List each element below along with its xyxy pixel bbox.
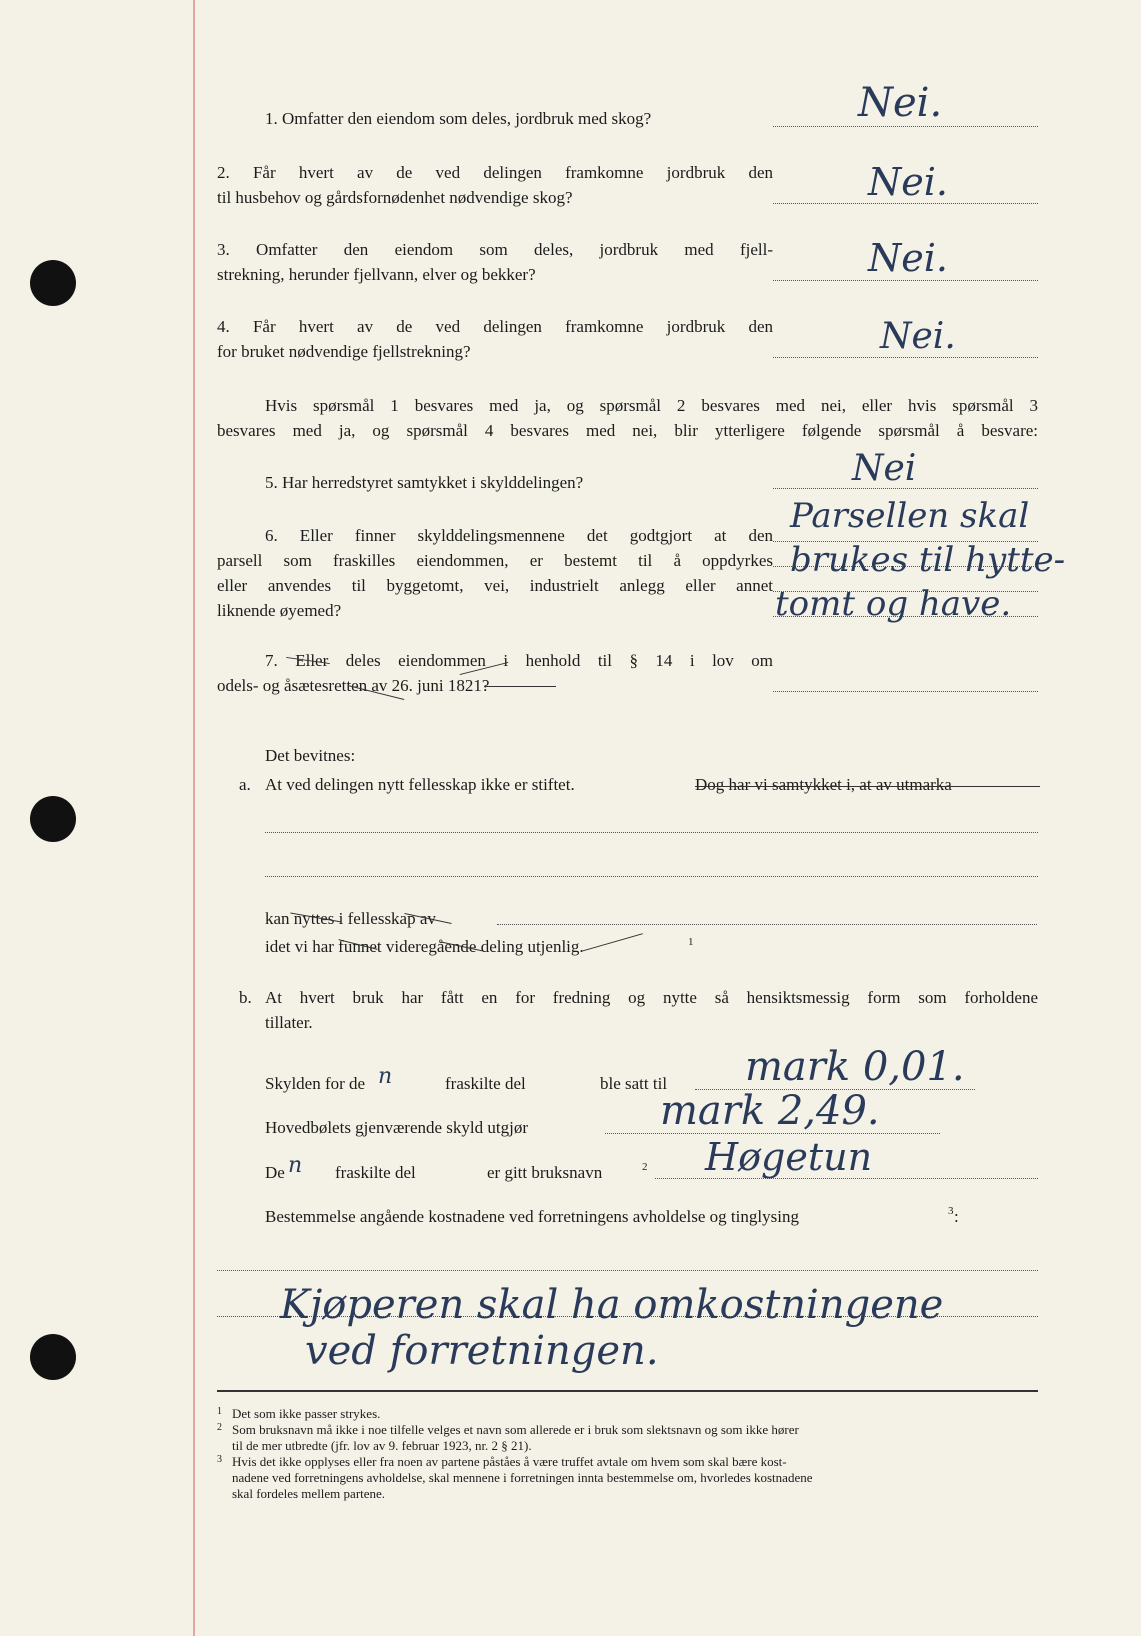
question-4-line-1: 4. Får hvert av de ved delingen framkomne jordbruk den (217, 317, 773, 336)
kostnad-label: Bestemmelse angående kostnadene ved forretningens avholdelse og tinglysing (265, 1207, 799, 1226)
footnote-number: 2 (217, 1422, 222, 1433)
answer-6-line-2: brukes til hytte- (790, 540, 1066, 580)
footnote-3-line-3: skal fordeles mellem partene. (232, 1486, 386, 1501)
item-b-line-1: At hvert bruk har fått en for fredning og nytte så hensiktsmessig form som forholdene (265, 988, 1038, 1007)
answer-line (773, 691, 1038, 692)
bevitnes-heading: Det bevitnes: (265, 746, 356, 765)
question-7-line-2: odels- og åsætesretten av 26. juni 1821? (217, 676, 490, 695)
question-4-line-2: for bruket nødvendige fjellstrekning? (217, 342, 471, 361)
answer-line (217, 1270, 1038, 1271)
margin-line (193, 0, 195, 1636)
answer-2: Nei. (868, 160, 948, 204)
strike-mark (581, 933, 643, 952)
answer-6-line-3: tomt og have. (775, 584, 1012, 624)
question-1: 1. Omfatter den eiendom som deles, jordbruk med skog? (265, 109, 652, 128)
question-5: 5. Har herredstyret samtykket i skylddelingen? (265, 473, 584, 492)
blank-line (497, 924, 1037, 925)
answer-line (773, 126, 1038, 127)
kostnad-colon: : (954, 1207, 959, 1226)
skylden-handwritten-n: n (378, 1064, 393, 1089)
punch-hole (30, 260, 76, 306)
idet-text: idet vi har funnet videregående deling utjenlig. (265, 937, 584, 956)
item-a-struck-text: Dog har vi samtykket i, at av utmarka (695, 775, 952, 794)
skylden-value: mark 0,01. (745, 1044, 965, 1090)
punch-hole (30, 1334, 76, 1380)
bruksnavn-label-b: fraskilte del (335, 1163, 416, 1182)
strike-mark (695, 786, 1040, 787)
bruksnavn-label-c: er gitt bruksnavn (487, 1163, 603, 1182)
question-6-line-4: liknende øyemed? (217, 601, 342, 620)
kan-nyttes-text: kan nyttes i fellesskap av (265, 909, 436, 928)
item-a-text: At ved delingen nytt fellesskap ikke er stiftet. (265, 775, 575, 794)
kostnad-answer-line-1: Kjøperen skal ha omkostningene (280, 1282, 944, 1328)
footnote-ref: 2 (642, 1161, 648, 1173)
footnote-ref: 3 (948, 1205, 954, 1217)
hovedbol-label: Hovedbølets gjenværende skyld utgjør (265, 1118, 528, 1137)
conditional-line-1: Hvis spørsmål 1 besvares med ja, og spørsmål 2 besvares med nei, eller hvis spørsmål 3 (265, 396, 1038, 415)
kostnad-answer-line-2: ved forretningen. (305, 1328, 659, 1374)
bruksnavn-value: Høgetun (705, 1135, 873, 1179)
question-3-line-1: 3. Omfatter den eiendom som deles, jordbruk med fjell- (217, 240, 773, 259)
footnote-ref: 1 (688, 936, 694, 948)
answer-4: Nei. (880, 316, 956, 357)
skylden-label-b: fraskilte del (445, 1074, 526, 1093)
answer-line (773, 280, 1038, 281)
skylden-label: Skylden for de (265, 1074, 366, 1093)
footnote-2-line-2: til de mer utbredte (jfr. lov av 9. februar 1923, nr. 2 § 21). (232, 1438, 532, 1453)
question-3-line-2: strekning, herunder fjellvann, elver og bekker? (217, 265, 536, 284)
punch-hole (30, 796, 76, 842)
question-6-line-3: eller anvendes til byggetomt, vei, industrielt anlegg eller annet (217, 576, 773, 595)
question-7-line-1: 7. Eller deles eiendommen i henhold til § 14 i lov om (265, 651, 773, 670)
footnote-number: 3 (217, 1454, 222, 1465)
answer-3: Nei. (868, 236, 948, 280)
footnote-1: Det som ikke passer strykes. (232, 1406, 381, 1421)
strike-mark (484, 686, 556, 687)
item-b-label: b. (239, 988, 252, 1007)
item-a-label: a. (239, 775, 251, 794)
answer-1: Nei. (858, 80, 943, 126)
footnote-divider (217, 1390, 1038, 1392)
answer-6-line-1: Parsellen skal (790, 496, 1030, 536)
answer-line (773, 357, 1038, 358)
bruksnavn-handwritten-n: n (288, 1153, 303, 1178)
blank-line (265, 876, 1038, 877)
hovedbol-value: mark 2,49. (660, 1088, 880, 1134)
question-2-line-1: 2. Får hvert av de ved delingen framkomne jordbruk den (217, 163, 773, 182)
bruksnavn-label: De (265, 1163, 285, 1182)
question-2-line-2: til husbehov og gårdsfornødenhet nødvendige skog? (217, 188, 573, 207)
footnote-2-line-1: Som bruksnavn må ikke i noe tilfelle velges et navn som allerede er i bruk som slektsnavn og som ikke hører (232, 1422, 799, 1437)
question-6-line-1: 6. Eller finner skylddelingsmennene det godtgjort at den (265, 526, 773, 545)
conditional-line-2: besvares med ja, og spørsmål 4 besvares med nei, blir ytterligere følgende spørsmål å besvare: (217, 421, 1038, 440)
footnote-number: 1 (217, 1406, 222, 1417)
answer-5: Nei (852, 448, 917, 489)
footnote-3-line-1: Hvis det ikke opplyses eller fra noen av partene påståes å være truffet avtale om hvem som skal bære kost- (232, 1454, 787, 1469)
footnote-3-line-2: nadene ved forretningens avholdelse, skal mennene i forretningen innta bestemmelse om, hvorledes kostnadene (232, 1470, 813, 1485)
skylden-label-c: ble satt til (600, 1074, 668, 1093)
question-6-line-2: parsell som fraskilles eiendommen, er bestemt til å oppdyrkes (217, 551, 773, 570)
blank-line (265, 832, 1038, 833)
item-b-line-2: tillater. (265, 1013, 313, 1032)
